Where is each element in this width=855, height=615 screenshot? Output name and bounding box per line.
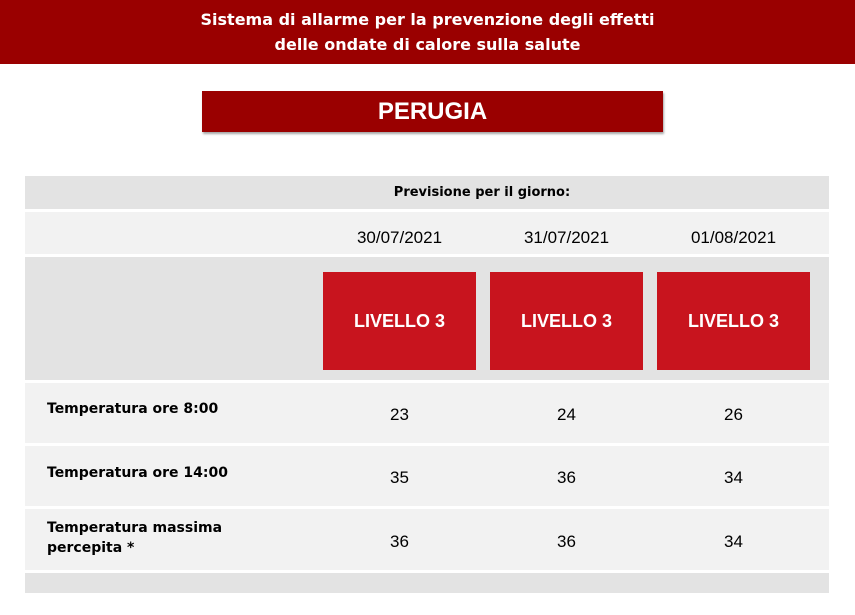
row-label-perceived-line2: percepita *: [47, 540, 135, 556]
dates-band: [25, 212, 829, 254]
date-day-2: 31/07/2021: [523, 228, 610, 247]
table-row: [25, 509, 829, 570]
footer-band: [25, 573, 829, 593]
value-temp-8-day-3: 26: [724, 405, 743, 424]
city-title: PERUGIA: [202, 91, 663, 132]
value-temp-14-day-2: 36: [557, 468, 576, 487]
page-header-banner: [0, 0, 855, 64]
level-badge-day-3: LIVELLO 3: [657, 272, 810, 370]
table-row: [25, 446, 829, 506]
row-label-temp-14: Temperatura ore 14:00: [47, 465, 228, 481]
value-perceived-day-3: 34: [724, 532, 743, 551]
header-title-line2: delle ondate di calore sulla salute: [274, 35, 581, 54]
value-perceived-day-1: 36: [390, 532, 409, 551]
date-day-1: 30/07/2021: [356, 228, 443, 247]
value-perceived-day-2: 36: [557, 532, 576, 551]
levels-band: [25, 257, 829, 380]
header-title-line1: Sistema di allarme per la prevenzione degli effetti: [200, 10, 655, 29]
value-temp-14-day-1: 35: [390, 468, 409, 487]
value-temp-14-day-3: 34: [724, 468, 743, 487]
forecast-label: Previsione per il giorno:: [393, 185, 571, 200]
row-label-perceived-line1: Temperatura massima: [47, 520, 223, 536]
row-label-temp-8: Temperatura ore 8:00: [47, 401, 219, 417]
level-badge-day-1: LIVELLO 3: [323, 272, 476, 370]
level-badge-day-2: LIVELLO 3: [490, 272, 643, 370]
date-day-3: 01/08/2021: [690, 228, 777, 247]
table-row: [25, 383, 829, 443]
value-temp-8-day-1: 23: [390, 405, 409, 424]
forecast-header-band: [25, 176, 829, 209]
value-temp-8-day-2: 24: [557, 405, 576, 424]
row-label-perceived-max: [47, 518, 222, 558]
